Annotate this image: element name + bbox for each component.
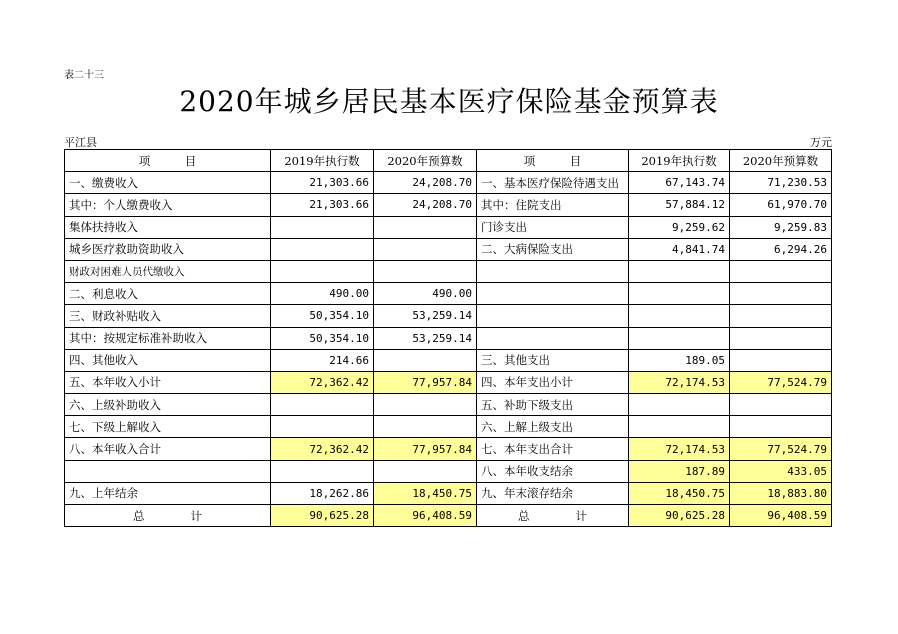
income-item: 其中：个人缴费收入 (65, 194, 271, 216)
income-item (65, 460, 271, 482)
table-row (65, 349, 832, 371)
expense-2020: 9,259.83 (730, 216, 832, 238)
table-header-row (65, 150, 832, 172)
income-2019: 490.00 (271, 283, 374, 305)
table-total-row (65, 505, 832, 527)
expense-2020: 18,883.80 (730, 482, 832, 504)
income-item: 五、本年收入小计 (65, 371, 271, 393)
income-item: 财政对困难人员代缴收入 (65, 260, 271, 282)
expense-2019: 90,625.28 (629, 505, 730, 527)
expense-2020: 96,408.59 (730, 505, 832, 527)
income-item: 六、上级补助收入 (65, 394, 271, 416)
income-2019 (271, 238, 374, 260)
income-2019: 21,303.66 (271, 172, 374, 194)
expense-2020: 6,294.26 (730, 238, 832, 260)
expense-2019: 57,884.12 (629, 194, 730, 216)
income-2019 (271, 260, 374, 282)
expense-2019: 72,174.53 (629, 438, 730, 460)
income-item: 集体扶持收入 (65, 216, 271, 238)
table-row (65, 327, 832, 349)
expense-item (477, 327, 629, 349)
income-2020 (374, 460, 477, 482)
column-header: 2020年预算数 (730, 150, 832, 172)
region-label: 平江县 (64, 136, 97, 149)
table-row (65, 438, 832, 460)
income-2019: 72,362.42 (271, 438, 374, 460)
income-item: 二、利息收入 (65, 283, 271, 305)
expense-2019 (629, 283, 730, 305)
column-header: 2019年执行数 (629, 150, 730, 172)
expense-2020 (730, 349, 832, 371)
expense-item: 其中：住院支出 (477, 194, 629, 216)
table-row (65, 216, 832, 238)
column-header: 项 目 (477, 150, 629, 172)
expense-2020 (730, 327, 832, 349)
expense-2019: 189.05 (629, 349, 730, 371)
table-row (65, 194, 832, 216)
unit-label: 万元 (810, 136, 832, 149)
expense-2019 (629, 260, 730, 282)
expense-2020: 77,524.79 (730, 371, 832, 393)
income-2019: 214.66 (271, 349, 374, 371)
table-row (65, 371, 832, 393)
budget-table (64, 149, 832, 527)
income-2019 (271, 216, 374, 238)
expense-item: 二、大病保险支出 (477, 238, 629, 260)
table-row (65, 172, 832, 194)
income-2019: 18,262.86 (271, 482, 374, 504)
income-2020: 18,450.75 (374, 482, 477, 504)
income-item: 七、下级上解收入 (65, 416, 271, 438)
expense-2019 (629, 305, 730, 327)
table-row (65, 482, 832, 504)
column-header: 2020年预算数 (374, 150, 477, 172)
table-row (65, 416, 832, 438)
expense-item (477, 260, 629, 282)
income-2019 (271, 416, 374, 438)
expense-2020 (730, 416, 832, 438)
expense-2020: 61,970.70 (730, 194, 832, 216)
income-item: 其中：按规定标准补助收入 (65, 327, 271, 349)
income-2020: 53,259.14 (374, 305, 477, 327)
table-row (65, 460, 832, 482)
income-item: 九、上年结余 (65, 482, 271, 504)
expense-2020 (730, 394, 832, 416)
expense-2020: 77,524.79 (730, 438, 832, 460)
expense-2019: 4,841.74 (629, 238, 730, 260)
table-row (65, 305, 832, 327)
expense-item: 门诊支出 (477, 216, 629, 238)
table-row (65, 283, 832, 305)
expense-item: 四、本年支出小计 (477, 371, 629, 393)
table-code: 表二十三 (64, 70, 104, 81)
income-2020: 490.00 (374, 283, 477, 305)
income-2020: 77,957.84 (374, 438, 477, 460)
income-2019: 21,303.66 (271, 194, 374, 216)
income-2019: 72,362.42 (271, 371, 374, 393)
expense-item (477, 283, 629, 305)
income-2020: 53,259.14 (374, 327, 477, 349)
income-item: 城乡医疗救助资助收入 (65, 238, 271, 260)
expense-item: 五、补助下级支出 (477, 394, 629, 416)
expense-item: 三、其他支出 (477, 349, 629, 371)
income-2020 (374, 349, 477, 371)
income-item: 一、缴费收入 (65, 172, 271, 194)
income-2019: 90,625.28 (271, 505, 374, 527)
income-2019: 50,354.10 (271, 327, 374, 349)
income-2020 (374, 216, 477, 238)
expense-2020 (730, 305, 832, 327)
income-2020 (374, 394, 477, 416)
expense-2019 (629, 394, 730, 416)
income-2020 (374, 238, 477, 260)
expense-item: 六、上解上级支出 (477, 416, 629, 438)
expense-2019: 67,143.74 (629, 172, 730, 194)
income-2019: 50,354.10 (271, 305, 374, 327)
column-header: 项 目 (65, 150, 271, 172)
income-2020: 24,208.70 (374, 194, 477, 216)
income-item: 四、其他收入 (65, 349, 271, 371)
expense-item: 七、本年支出合计 (477, 438, 629, 460)
income-2020: 24,208.70 (374, 172, 477, 194)
expense-2019: 72,174.53 (629, 371, 730, 393)
expense-2019: 18,450.75 (629, 482, 730, 504)
income-2020: 77,957.84 (374, 371, 477, 393)
expense-2020: 433.05 (730, 460, 832, 482)
income-2019 (271, 460, 374, 482)
expense-2019 (629, 327, 730, 349)
expense-2019: 9,259.62 (629, 216, 730, 238)
expense-2019 (629, 416, 730, 438)
total-label: 总 计 (477, 505, 629, 527)
page-title: 2020年城乡居民基本医疗保险基金预算表 (179, 85, 719, 118)
total-label: 总 计 (65, 505, 271, 527)
table-row (65, 260, 832, 282)
table-row (65, 394, 832, 416)
expense-item: 一、基本医疗保险待遇支出 (477, 172, 629, 194)
expense-2020 (730, 260, 832, 282)
expense-2020 (730, 283, 832, 305)
expense-2019: 187.89 (629, 460, 730, 482)
income-item: 三、财政补贴收入 (65, 305, 271, 327)
income-2020: 96,408.59 (374, 505, 477, 527)
expense-item (477, 305, 629, 327)
table-row (65, 238, 832, 260)
expense-2020: 71,230.53 (730, 172, 832, 194)
income-2019 (271, 394, 374, 416)
income-2020 (374, 416, 477, 438)
column-header: 2019年执行数 (271, 150, 374, 172)
expense-item: 八、本年收支结余 (477, 460, 629, 482)
income-2020 (374, 260, 477, 282)
expense-item: 九、年末滚存结余 (477, 482, 629, 504)
income-item: 八、本年收入合计 (65, 438, 271, 460)
